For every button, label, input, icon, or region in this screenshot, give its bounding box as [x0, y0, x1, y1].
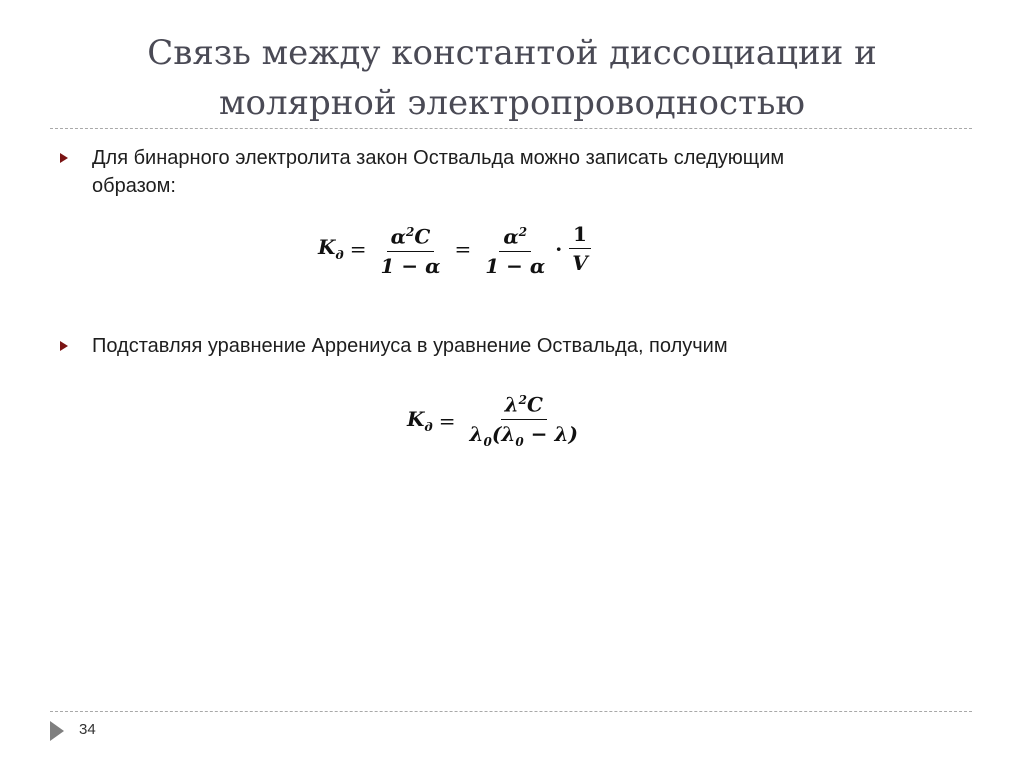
formula1-lhs: $K_д$ [318, 235, 344, 263]
bullet-text-2: Подставляя уравнение Аррениуса в уравнение Оствальда, получим [92, 335, 728, 357]
slide-title-line-1: Связь между константой диссоциации и [147, 33, 877, 73]
conductivity-formula [407, 389, 586, 453]
formula1-fraction-2: $\frac{\alpha^2}{1 - \alpha}$ [481, 221, 549, 277]
ostwald-formula [318, 221, 596, 277]
page-number: 34 [79, 721, 96, 738]
formula1-equals-1: = [349, 236, 367, 261]
bullet-text-1 [92, 144, 952, 200]
footer-divider [50, 711, 972, 712]
slide-title [60, 28, 964, 128]
formula2-fraction: $\frac{\lambda^2C}{\lambda_0(\lambda_0 - \lambda)}$ [466, 389, 582, 453]
formula1-fraction-1: $\frac{\alpha^2C}{1 - \alpha}$ [377, 221, 445, 277]
slide-title-line-2: молярной электропроводностью [219, 83, 805, 123]
formula1-equals-2: = [454, 236, 472, 261]
formula1-fraction-3: $\frac{1}{V}$ [568, 223, 592, 274]
bullet-text-1-line-2: образом: [92, 175, 176, 197]
formula1-dot: · [555, 236, 563, 261]
formula2-lhs: $K_д$ [407, 407, 433, 435]
title-divider [50, 128, 972, 129]
footer-arrow-icon [50, 721, 64, 741]
triangle-bullet-icon [60, 153, 68, 163]
formula2-equals: = [438, 408, 456, 433]
bullet-text-1-line-1: Для бинарного электролита закон Оствальда можно записать следующим [92, 147, 785, 169]
triangle-bullet-icon [60, 341, 68, 351]
